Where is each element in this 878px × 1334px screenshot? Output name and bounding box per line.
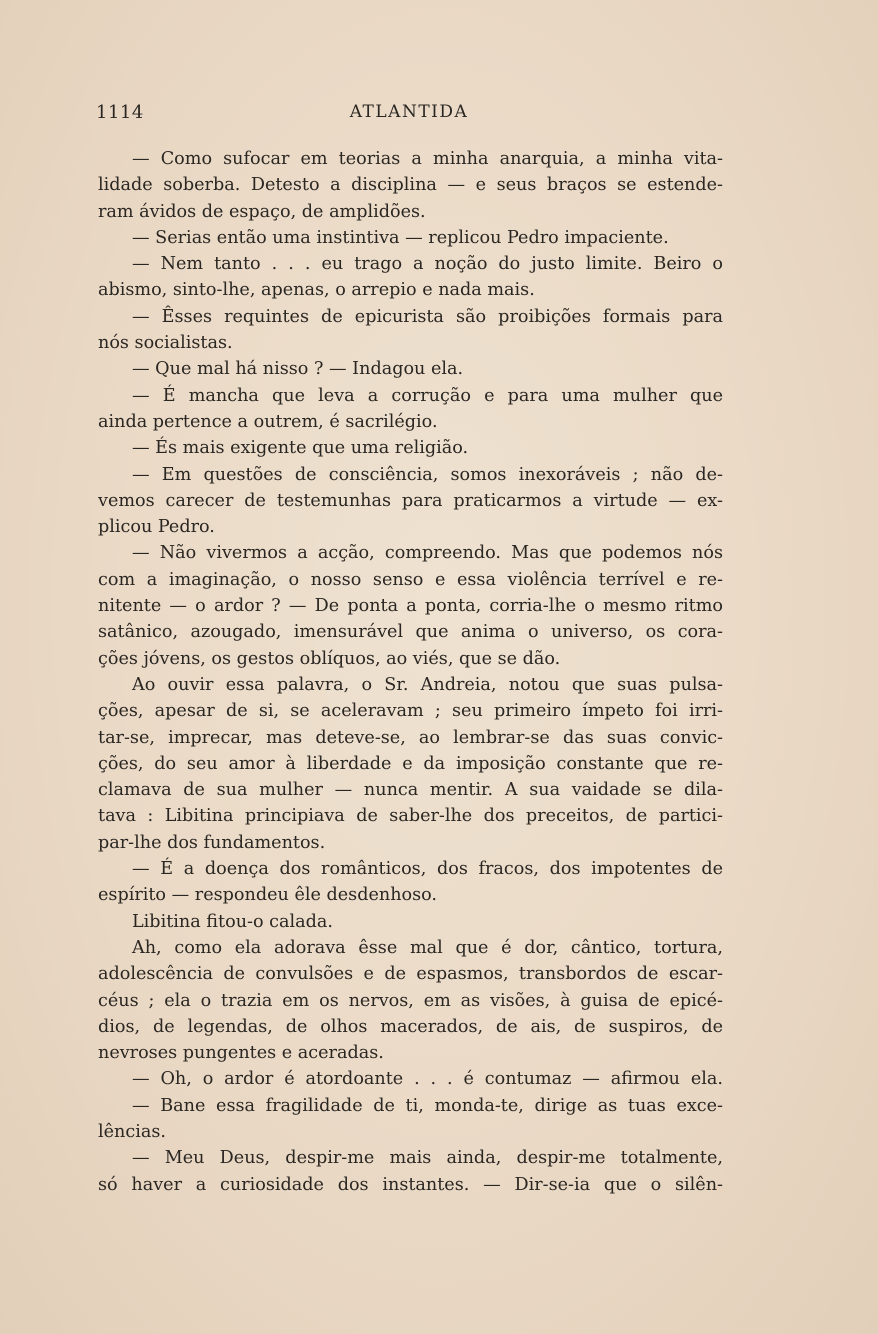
text-line: lidade soberba. Detesto a disciplina — e seus braços se estende- bbox=[98, 175, 723, 196]
page-header bbox=[96, 102, 722, 130]
text-line: Ao ouvir essa palavra, o Sr. Andreia, notou que suas pulsa- bbox=[132, 674, 723, 695]
text-line: par-lhe dos fundamentos. bbox=[98, 832, 326, 853]
text-line: só haver a curiosidade dos instantes. — Dir-se-ia que o silên- bbox=[98, 1174, 723, 1195]
text-line: — Oh, o ardor é atordoante . . . é contumaz — afirmou ela. bbox=[132, 1069, 723, 1090]
running-title: ATLANTIDA bbox=[349, 102, 469, 122]
text-line: — Nem tanto . . . eu trago a noção do justo limite. Beiro o bbox=[132, 254, 723, 275]
text-line: ções, apesar de si, se aceleravam ; seu primeiro ímpeto foi irri- bbox=[98, 701, 723, 722]
text-line: céus ; ela o trazia em os nervos, em as visões, à guisa de epicé- bbox=[98, 990, 723, 1011]
text-line: ram ávidos de espaço, de amplidões. bbox=[98, 201, 426, 222]
text-line: adolescência de convulsões e de espasmos, transbordos de escar- bbox=[98, 964, 723, 985]
text-line: — Em questões de consciência, somos inexoráveis ; não de- bbox=[132, 464, 723, 485]
text-line: espírito — respondeu êle desdenhoso. bbox=[98, 885, 438, 906]
text-line: ções, do seu amor à liberdade e da imposição constante que re- bbox=[98, 753, 723, 774]
text-line: lências. bbox=[98, 1121, 166, 1142]
text-line: nitente — o ardor ? — De ponta a ponta, corria-lhe o mesmo ritmo bbox=[98, 596, 723, 617]
text-line: dios, de legendas, de olhos macerados, de ais, de suspiros, de bbox=[98, 1016, 723, 1037]
text-line: vemos carecer de testemunhas para praticarmos a virtude — ex- bbox=[98, 490, 723, 511]
text-line: com a imaginação, o nosso senso e essa violência terrível e re- bbox=[98, 569, 723, 590]
text-line: — És mais exigente que uma religião. bbox=[132, 438, 469, 459]
text-line: plicou Pedro. bbox=[98, 517, 215, 538]
text-line: — Serias então uma instintiva — replicou Pedro impaciente. bbox=[132, 227, 669, 248]
text-line: abismo, sinto-lhe, apenas, o arrepio e nada mais. bbox=[98, 280, 535, 301]
text-line: ainda pertence a outrem, é sacrilégio. bbox=[98, 411, 438, 432]
text-line: — Meu Deus, despir-me mais ainda, despir-me totalmente, bbox=[132, 1148, 723, 1169]
text-line: — É a doença dos românticos, dos fracos, dos impotentes de bbox=[132, 859, 723, 880]
text-line: Ah, como ela adorava êsse mal que é dor, cântico, tortura, bbox=[132, 937, 723, 958]
text-line: nevroses pungentes e aceradas. bbox=[98, 1043, 384, 1064]
text-line: tava : Libitina principiava de saber-lhe dos preceitos, de partici- bbox=[98, 806, 723, 827]
text-line: — Que mal há nisso ? — Indagou ela. bbox=[132, 359, 464, 380]
text-line: — Como sufocar em teorias a minha anarquia, a minha vita- bbox=[132, 149, 723, 169]
text-line: clamava de sua mulher — nunca mentir. A sua vaidade se dila- bbox=[98, 780, 723, 801]
text-line: tar-se, imprecar, mas deteve-se, ao lembrar-se das suas convic- bbox=[98, 727, 723, 748]
text-line: ções jóvens, os gestos oblíquos, ao viés, que se dão. bbox=[98, 648, 561, 669]
text-line: satânico, azougado, imensurável que anima o universo, os cora- bbox=[98, 622, 723, 643]
text-line: — Bane essa fragilidade de ti, monda-te, dirige as tuas exce- bbox=[132, 1095, 723, 1116]
text-line: nós socialistas. bbox=[98, 333, 233, 354]
text-line: — Êsses requintes de epicurista são proibições formais para bbox=[132, 306, 723, 327]
page-number: 1114 bbox=[96, 102, 144, 123]
body-text bbox=[98, 146, 723, 1198]
text-line: — Não vivermos a acção, compreendo. Mas que podemos nós bbox=[132, 543, 723, 564]
text-line: — É mancha que leva a corrução e para uma mulher que bbox=[132, 385, 723, 406]
text-line: Libitina fitou-o calada. bbox=[132, 911, 333, 932]
